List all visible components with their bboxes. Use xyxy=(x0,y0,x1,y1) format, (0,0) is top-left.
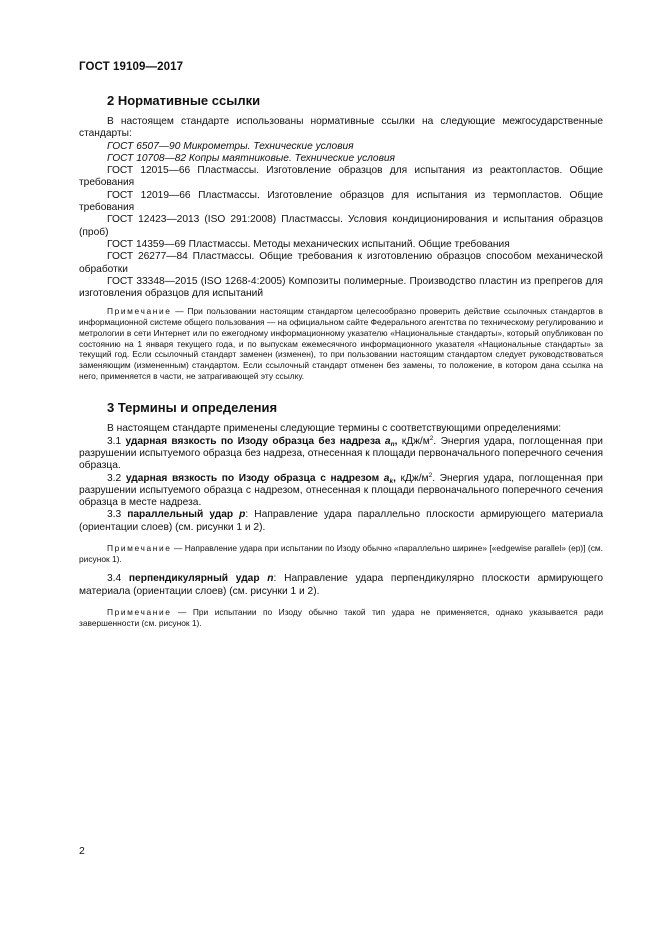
term-symbol-subscript: k xyxy=(389,477,394,485)
term-number: 3.1 xyxy=(107,435,126,447)
ref-gost-33348: ГОСТ 33348—2015 (ISO 1268-4:2005) Композиты полимерные. Производство пластин из препрегов для изготовления образцов для испытаний xyxy=(79,275,603,300)
term-unit-exponent: 2 xyxy=(428,471,433,479)
note-text: — При пользовании настоящим стандартом целесообразно проверить действие ссылочных стандартов в информационной системе общего пользования — на официальном сайте Федерального агентства по техническому регулированию и метрологии в сети Интернет или по ежегодному информационному указателю «Национальные стандарты», который опубликован по состоянию на 1 января текущего года, и по выпускам ежемесячного информационного указателя «Национальные стандарты» за текущий год. Если ссылочный стандарт заменен (изменен), то при пользовании настоящим стандартом следует руководствоваться заменяющим (измененным) стандартом. Если ссылочный стандарт отменен без замены, то положение, в котором дана ссылка на него, применяется в части, не затрагивающей эту ссылку. xyxy=(79,306,603,381)
ref-gost-6507: ГОСТ 6507—90 Микрометры. Технические условия xyxy=(107,140,354,152)
term-3-4 xyxy=(79,573,603,598)
section-3-intro: В настоящем стандарте применены следующие термины с соответствующими определениями: xyxy=(107,423,562,435)
section-2-title: 2 Нормативные ссылки xyxy=(107,93,261,108)
term-symbol-subscript: n xyxy=(390,440,395,448)
note-label: Примечание xyxy=(107,607,172,618)
term-3-3-note xyxy=(79,543,603,564)
section-2-intro: В настоящем стандарте использованы нормативные ссылки на следующие межгосударственные стандарты: xyxy=(79,116,603,140)
note-text: — При испытании по Изоду обычно такой тип удара не применяется, однако указывается ради завершенности (см. рисунок 1). xyxy=(79,607,603,628)
section-3-title: 3 Термины и определения xyxy=(107,400,278,416)
term-3-2 xyxy=(79,473,603,510)
section-2-note xyxy=(79,306,603,381)
term-comma: , xyxy=(394,435,398,447)
page-number: 2 xyxy=(79,845,85,857)
term-definition: . Энергия удара, поглощенная при разрушении испытуемого образца с надрезом, отнесенная к площади первоначального поперечного сечения образца в месте надреза. xyxy=(79,472,603,509)
term-name: перпендикулярный удар xyxy=(128,573,268,585)
term-symbol: n xyxy=(267,573,274,585)
term-unit-exponent: 2 xyxy=(429,434,434,442)
term-number: 3.4 xyxy=(107,573,129,585)
term-definition: : Направление удара параллельно плоскости армирующего материала (ориентации слоев) (см. рисунки 1 и 2). xyxy=(79,509,603,533)
term-symbol: a xyxy=(383,472,390,484)
term-unit: кДж/м xyxy=(397,435,430,447)
term-comma: , xyxy=(393,472,396,484)
note-label: Примечание xyxy=(107,306,172,317)
term-name: ударная вязкость по Изоду образца без надреза xyxy=(125,435,385,447)
ref-gost-26277: ГОСТ 26277—84 Пластмассы. Общие требования к изготовлению образцов способом механической обработки xyxy=(79,251,603,275)
term-number: 3.3 xyxy=(107,509,128,521)
ref-gost-12019: ГОСТ 12019—66 Пластмассы. Изготовление образцов для испытания из термопластов. Общие требования xyxy=(79,189,603,214)
ref-gost-14359: ГОСТ 14359—69 Пластмассы. Методы механических испытаний. Общие требования xyxy=(107,238,510,250)
term-number: 3.2 xyxy=(107,472,126,484)
term-3-4-note xyxy=(79,607,603,628)
term-3-3 xyxy=(79,509,603,534)
page-body xyxy=(79,93,603,628)
note-text: — Направление удара при испытании по Изоду обычно «параллельно ширине» [«edgewise parallel» (ep)] (см. рисунок 1). xyxy=(79,543,603,564)
term-3-1 xyxy=(79,436,603,473)
term-definition: . Энергия удара, поглощенная при разрушении испытуемого образца без надреза, отнесенная к площади первоначального поперечного сечения образца. xyxy=(79,435,603,472)
note-label: Примечание xyxy=(107,543,172,554)
ref-gost-10708: ГОСТ 10708—82 Копры маятниковые. Технические условия xyxy=(107,152,395,164)
term-name: параллельный удар xyxy=(127,509,240,521)
term-symbol: a xyxy=(384,435,391,447)
term-name: ударная вязкость по Изоду образца с надрезом xyxy=(125,472,384,484)
ref-gost-12015: ГОСТ 12015—66 Пластмассы. Изготовление образцов для испытания из реактопластов. Общие требования xyxy=(79,165,603,189)
term-definition: : Направление удара перпендикулярно плоскости армирующего материала (ориентации слоев) (см. рисунки 1 и 2). xyxy=(79,573,603,597)
term-symbol: p xyxy=(239,509,246,521)
ref-gost-12423: ГОСТ 12423—2013 (ISO 291:2008) Пластмассы. Условия кондиционирования и испытания образцов (проб) xyxy=(79,214,603,238)
running-header: ГОСТ 19109—2017 xyxy=(79,61,184,73)
term-unit: кДж/м xyxy=(395,472,429,484)
